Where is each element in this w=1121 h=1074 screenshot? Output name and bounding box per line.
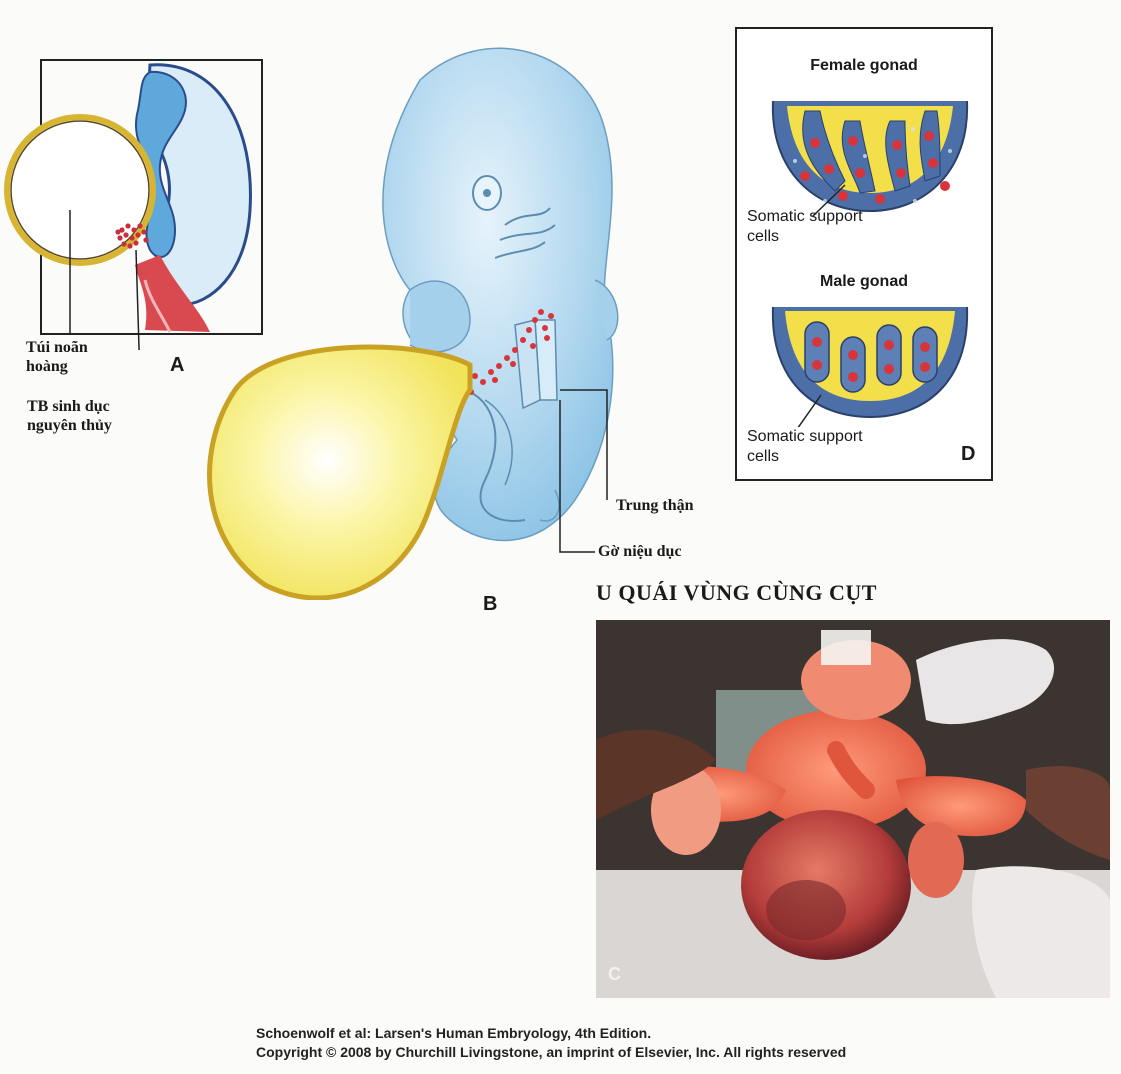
female-gonad-title: Female gonad [810,57,918,74]
panel-c-letter: C [608,964,621,984]
sacrococcygeal-teratoma-photo [596,620,1110,998]
male-gonad-title: Male gonad [819,273,908,290]
yolk-sac [7,117,153,263]
panel-b-letter: B [483,593,498,615]
credit-line-2: Copyright © 2008 by Churchill Livingstone, an imprint of Elsevier, Inc. All rights reserved [256,1044,847,1060]
male-somatic-label: Somatic support cells [747,428,863,465]
photo-illustration [596,620,1110,998]
yolk-sac-b [210,347,470,598]
male-gonad-diagram [765,297,975,427]
label-urogenital-ridge: Gờ niệu dục [598,543,682,560]
label-yolk-sac: Túi noãn hoàng [26,339,88,375]
credit-line-1: Schoenwolf et al: Larsen's Human Embryology, 4th Edition. [256,1025,652,1041]
panel-d-letter: D [961,443,976,465]
label-mesonephros: Trung thận [616,497,694,514]
panel-c-title: U QUÁI VÙNG CÙNG CỤT [596,580,877,605]
panel-d [735,27,993,481]
panel-a-letter: A [170,354,185,376]
label-primordial-germ-cells: TB sinh dục nguyên thủy [27,398,112,434]
female-gonad-diagram [765,81,975,221]
female-somatic-label: Somatic support cells [747,208,863,245]
